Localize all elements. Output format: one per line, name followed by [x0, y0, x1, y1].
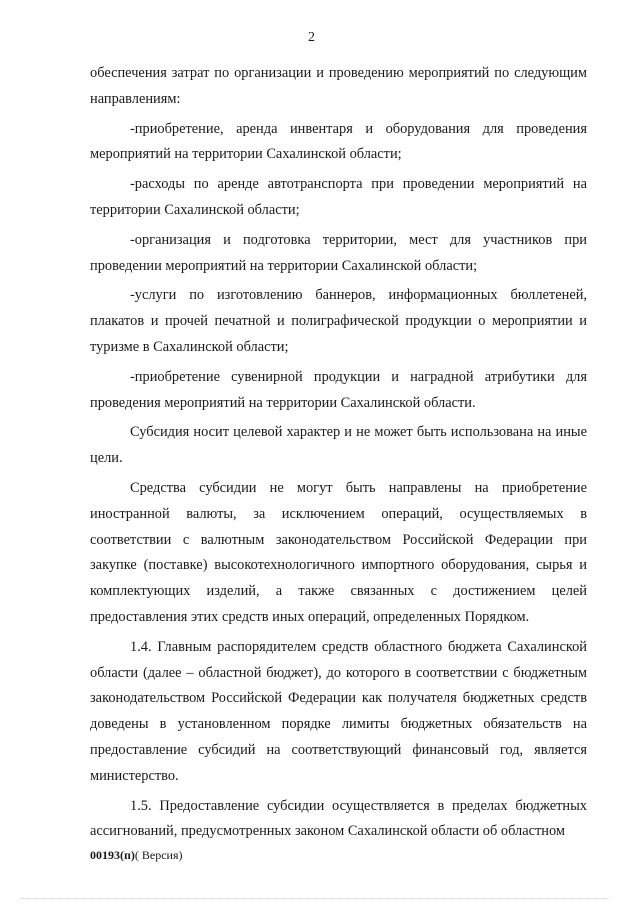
paragraph-item-territory: -организация и подготовка территории, мест для участников при проведении мероприятий на территории Сахалинской области; — [90, 231, 587, 274]
paragraph-item-equipment: -приобретение, аренда инвентаря и оборудования для проведения мероприятий на территории Сахалинской области; — [90, 120, 587, 163]
scan-edge-marks — [20, 896, 610, 899]
document-version: ( Версия) — [134, 848, 183, 862]
document-code — [90, 848, 183, 863]
paragraph-1-5: 1.5. Предоставление субсидии осуществляется в пределах бюджетных ассигнований, предусмотренных законом Сахалинской области об областном — [90, 797, 587, 840]
paragraph-item-transport: -расходы по аренде автотранспорта при проведении мероприятий на территории Сахалинской области; — [90, 176, 587, 218]
paragraph-1-4: 1.4. Главным распорядителем средств областного бюджета Сахалинской области (далее – областной бюджет), до которого в соответствии с бюджетным законодательством Российской Федерации как получателя бюджетных средств доведены в установленном порядке лимиты бюджетных обязательств на предоставление субсидий на соответствующий финансовый год, является министерство. — [90, 638, 587, 784]
paragraph-item-printing: -услуги по изготовлению баннеров, информационных бюллетеней, плакатов и прочей печатной и полиграфической продукции о мероприятии и туризме в Сахалинской области; — [90, 287, 587, 355]
paragraph-item-souvenirs: -приобретение сувенирной продукции и наградной атрибутики для проведения мероприятий на территории Сахалинской области. — [90, 368, 587, 411]
paragraph-purpose: Субсидия носит целевой характер и не может быть использована на иные цели. — [90, 424, 587, 467]
page-number: 2 — [308, 30, 315, 45]
paragraph-intro: обеспечения затрат по организации и проведению мероприятий по следующим направлениям: — [90, 65, 587, 107]
document-code-number: 00193(п) — [90, 848, 135, 862]
paragraph-restrictions: Средства субсидии не могут быть направлены на приобретение иностранной валюты, за исключением операций, осуществляемых в соответствии с валютным законодательством Российской Федерации при закупке (поставке) высокотехнологичного импортного оборудования, сырья и комплектующих изделий, а также связанных с достижением целей предоставления этих средств иных операций, определенных Порядком. — [90, 479, 587, 625]
document-body — [90, 61, 587, 845]
